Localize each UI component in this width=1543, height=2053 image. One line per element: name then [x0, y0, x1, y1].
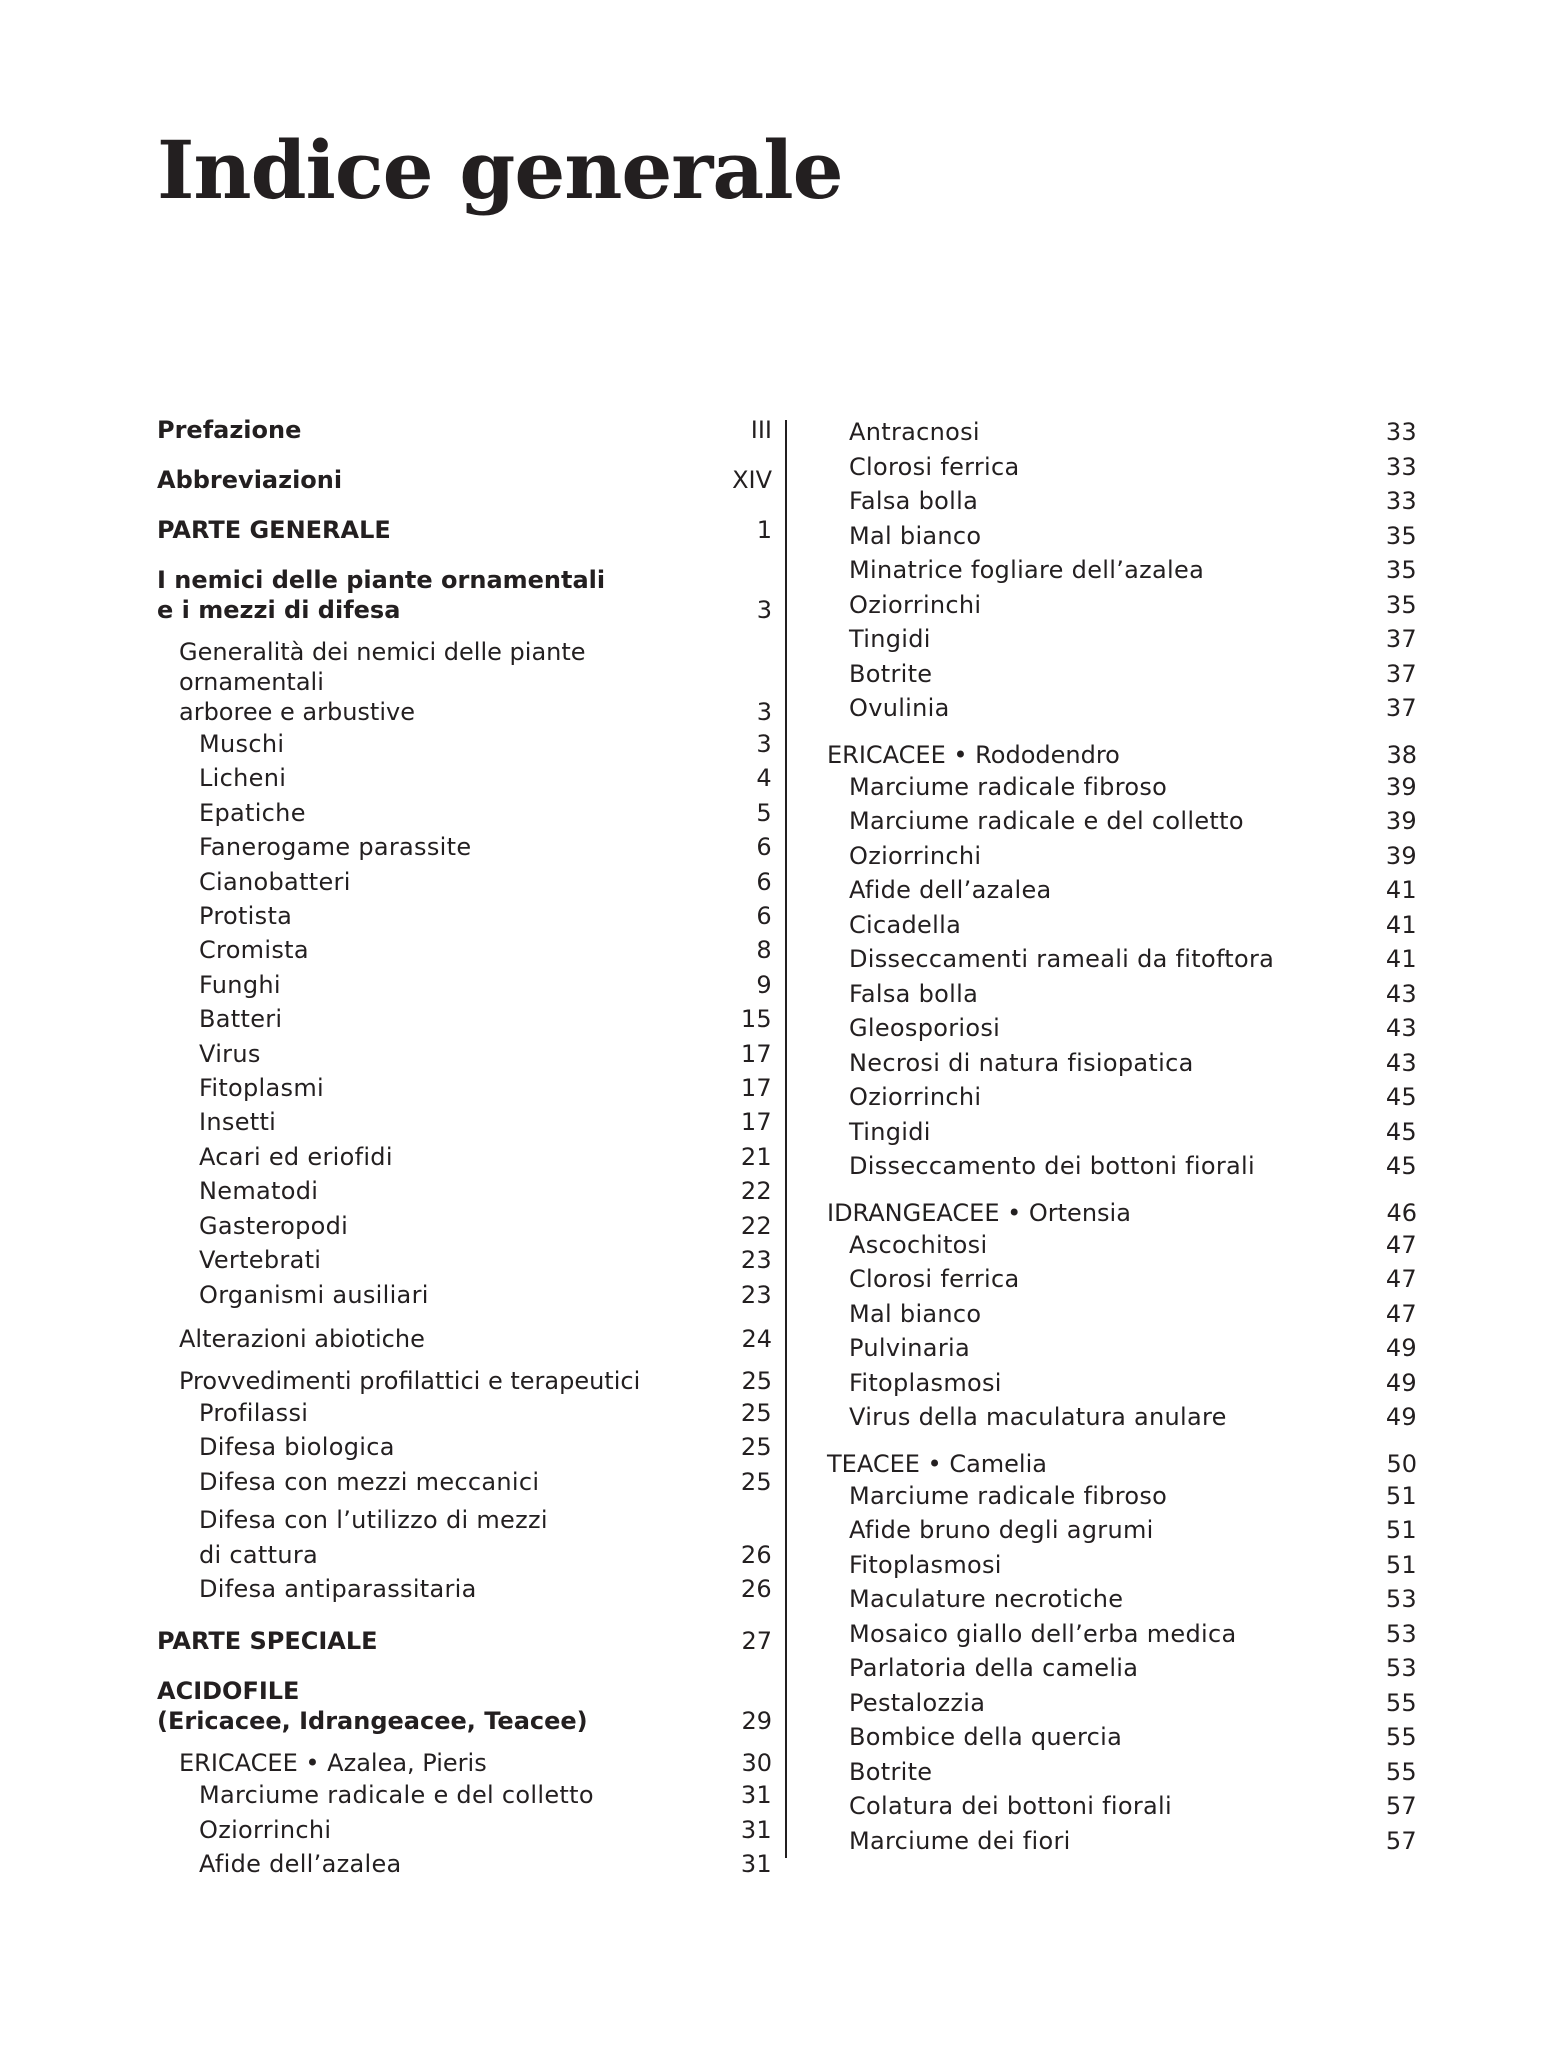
toc-entry-title: Generalità dei nemici delle piante ornamentali arboree e arbustive — [179, 638, 586, 726]
toc-entry — [827, 1080, 1417, 1115]
toc-entry — [827, 1228, 1417, 1263]
toc-entry-page: 6 — [756, 833, 772, 862]
toc-entry-page: 23 — [740, 1246, 772, 1275]
toc-entry-page: 35 — [1385, 556, 1417, 584]
toc-entry-page: 37 — [1385, 659, 1417, 688]
toc-entry-page: 5 — [756, 798, 772, 827]
toc-entry-title: Minatrice fogliare dell’azalea — [849, 556, 1205, 584]
toc-entry — [157, 1209, 772, 1243]
toc-entry-page: 17 — [740, 1108, 772, 1137]
toc-entry-page: 53 — [1385, 1619, 1417, 1648]
toc-entry — [157, 1071, 772, 1105]
toc-entry — [157, 1748, 772, 1778]
toc-entry — [827, 622, 1417, 657]
toc-entry-page: 53 — [1385, 1654, 1417, 1682]
toc-entry-title: Organismi ausiliari — [199, 1280, 429, 1309]
toc-right-column — [827, 415, 1417, 1858]
toc-entry — [157, 1430, 772, 1464]
toc-entry-title: Ovulinia — [849, 694, 950, 722]
toc-entry-page: 39 — [1385, 841, 1417, 870]
toc-entry-title: Botrite — [849, 1757, 933, 1786]
toc-entry-page: 35 — [1385, 521, 1417, 550]
toc-entry — [157, 899, 772, 933]
toc-entry — [827, 1582, 1417, 1617]
toc-entry-page: 57 — [1385, 1792, 1417, 1820]
toc-entry-page: 15 — [740, 1005, 772, 1034]
toc-entry-page: 35 — [1385, 590, 1417, 619]
toc-entry — [157, 1396, 772, 1430]
toc-entry — [157, 968, 772, 1002]
toc-entry — [157, 1499, 772, 1572]
toc-entry-title: Mal bianco — [849, 521, 982, 550]
toc-entry-page: 21 — [740, 1142, 772, 1171]
toc-entry — [827, 740, 1417, 770]
toc-entry-page: 30 — [741, 1749, 772, 1778]
toc-entry-title: Oziorrinchi — [199, 1815, 332, 1844]
toc-entry — [827, 1651, 1417, 1686]
toc-entry-page: 39 — [1385, 807, 1417, 835]
toc-entry-title: ACIDOFILE (Ericacee, Idrangeacee, Teacee) — [157, 1677, 588, 1736]
toc-entry-page: 3 — [756, 698, 772, 726]
toc-entry-page: 1 — [756, 516, 772, 544]
toc-entry — [827, 553, 1417, 588]
toc-entry-page: 9 — [756, 970, 772, 999]
toc-entry-page: 43 — [1385, 1048, 1417, 1077]
toc-entry-title: Oziorrinchi — [849, 841, 982, 870]
toc-entry-page: 25 — [741, 1366, 772, 1395]
toc-entry-title: Nematodi — [199, 1177, 319, 1206]
toc-entry — [827, 908, 1417, 943]
toc-entry-title: Acari ed eriofidi — [199, 1142, 393, 1171]
toc-entry — [827, 1686, 1417, 1721]
toc-entry — [157, 515, 772, 545]
toc-entry-title: Oziorrinchi — [849, 590, 982, 619]
toc-entry-title: Virus della maculatura anulare — [849, 1403, 1227, 1431]
toc-entry-page: 4 — [756, 764, 772, 793]
toc-entry — [827, 1824, 1417, 1859]
toc-entry-title: Alterazioni abiotiche — [179, 1324, 425, 1353]
toc-entry-title: Marciume radicale e del colletto — [849, 807, 1244, 835]
toc-entry-page: 49 — [1385, 1368, 1417, 1397]
toc-entry — [157, 796, 772, 830]
toc-entry — [157, 1626, 772, 1656]
toc-entry-title: Licheni — [199, 764, 287, 793]
toc-entry — [157, 761, 772, 795]
toc-entry — [827, 1755, 1417, 1790]
toc-entry-title: Abbreviazioni — [157, 466, 343, 494]
toc-entry — [827, 1400, 1417, 1435]
toc-entry-title: Pestalozzia — [849, 1688, 986, 1717]
toc-entry — [157, 1174, 772, 1208]
toc-entry-title: Difesa biologica — [199, 1433, 395, 1462]
toc-entry — [157, 415, 772, 445]
toc-entry — [827, 1198, 1417, 1228]
toc-entry-title: PARTE GENERALE — [157, 516, 391, 544]
toc-entry-page: 26 — [740, 1574, 772, 1603]
toc-entry-title: Afide dell’azalea — [849, 876, 1052, 904]
toc-entry — [157, 1465, 772, 1499]
toc-entry-title: Afide dell’azalea — [199, 1850, 402, 1879]
toc-entry-page: 3 — [756, 596, 772, 624]
toc-entry-title: ERICACEE • Rododendro — [827, 740, 1120, 769]
toc-entry-title: Antracnosi — [849, 418, 980, 446]
toc-entry-page: 47 — [1385, 1299, 1417, 1328]
toc-entry-page: 43 — [1385, 1014, 1417, 1042]
toc-entry-page: 17 — [740, 1039, 772, 1068]
toc-entry — [827, 1548, 1417, 1583]
toc-entry-title: Difesa con mezzi meccanici — [199, 1467, 540, 1496]
toc-entry — [157, 1847, 772, 1881]
toc-entry-page: 47 — [1385, 1230, 1417, 1259]
toc-entry-title: Marciume radicale e del colletto — [199, 1781, 594, 1810]
toc-entry-page: 26 — [740, 1540, 772, 1569]
toc-left-column — [157, 415, 772, 1882]
toc-entry-title: Botrite — [849, 659, 933, 688]
toc-entry — [157, 1813, 772, 1847]
toc-entry-title: Falsa bolla — [849, 979, 979, 1008]
toc-entry — [157, 933, 772, 967]
toc-entry-title: Colatura dei bottoni fiorali — [849, 1792, 1172, 1820]
toc-entry-title: Parlatoria della camelia — [849, 1654, 1139, 1682]
toc-entry — [157, 1105, 772, 1139]
toc-entry — [827, 1115, 1417, 1150]
toc-entry-page: 46 — [1386, 1198, 1417, 1227]
column-divider — [785, 420, 787, 1858]
toc-entry-title: Pulvinaria — [849, 1334, 970, 1362]
toc-entry-title: Mosaico giallo dell’erba medica — [849, 1619, 1237, 1648]
toc-entry-title: Muschi — [199, 730, 285, 758]
toc-entry-page: 33 — [1385, 487, 1417, 515]
toc-entry-page: 38 — [1386, 740, 1417, 769]
toc-entry — [157, 565, 772, 625]
toc-entry-page: 31 — [740, 1781, 772, 1810]
toc-entry-title: Profilassi — [199, 1398, 309, 1427]
toc-entry-title: Gleosporiosi — [849, 1014, 1001, 1042]
toc-entry-title: Cicadella — [849, 910, 962, 939]
toc-entry-title: Gasteropodi — [199, 1211, 349, 1240]
toc-entry-page: 51 — [1385, 1550, 1417, 1579]
toc-entry-page: 31 — [740, 1815, 772, 1844]
toc-entry — [157, 1676, 772, 1736]
toc-entry — [827, 1262, 1417, 1297]
toc-entry-title: Marciume radicale fibroso — [849, 1481, 1168, 1510]
toc-entry — [827, 770, 1417, 805]
toc-entry-title: Maculature necrotiche — [849, 1585, 1124, 1613]
toc-entry-page: 45 — [1385, 1117, 1417, 1146]
toc-entry-title: PARTE SPECIALE — [157, 1627, 378, 1656]
toc-entry-page: 17 — [740, 1074, 772, 1103]
toc-entry — [827, 450, 1417, 485]
toc-entry-title: Vertebrati — [199, 1246, 322, 1275]
toc-entry-page: 25 — [740, 1467, 772, 1496]
toc-entry — [157, 1278, 772, 1312]
toc-entry-title: Prefazione — [157, 416, 302, 444]
toc-entry-page: 45 — [1385, 1152, 1417, 1180]
toc-entry-title: Ascochitosi — [849, 1230, 988, 1259]
toc-entry-title: Protista — [199, 902, 293, 931]
toc-entry — [827, 1479, 1417, 1514]
toc-entry — [157, 1002, 772, 1036]
toc-entry — [827, 1789, 1417, 1824]
toc-entry-page: 53 — [1385, 1585, 1417, 1613]
toc-entry-page: 25 — [740, 1398, 772, 1427]
toc-entry-page: 49 — [1385, 1334, 1417, 1362]
toc-entry-title: Fitoplasmi — [199, 1074, 324, 1103]
toc-entry-title: Marciume dei fiori — [849, 1826, 1071, 1855]
toc-entry — [827, 484, 1417, 519]
toc-entry-page: 23 — [740, 1280, 772, 1309]
toc-entry — [157, 465, 772, 495]
toc-entry-page: 51 — [1385, 1516, 1417, 1544]
toc-entry-title: Insetti — [199, 1108, 277, 1137]
toc-entry-page: 41 — [1385, 945, 1417, 973]
toc-entry — [827, 588, 1417, 623]
toc-entry-title: Difesa con l’utilizzo di mezzi di cattura — [199, 1506, 548, 1569]
toc-entry-page: 37 — [1385, 625, 1417, 653]
toc-entry-title: Afide bruno degli agrumi — [849, 1516, 1154, 1544]
toc-entry-page: 55 — [1385, 1723, 1417, 1751]
toc-entry-page: 41 — [1385, 876, 1417, 904]
toc-entry-page: III — [750, 416, 772, 444]
toc-entry-title: Provvedimenti profilattici e terapeutici — [179, 1366, 641, 1395]
toc-entry-page: 41 — [1385, 910, 1417, 939]
toc-entry-title: Virus — [199, 1039, 261, 1068]
toc-entry-title: Clorosi ferrica — [849, 452, 1020, 481]
toc-entry-title: Falsa bolla — [849, 487, 979, 515]
toc-entry-page: 22 — [740, 1211, 772, 1240]
toc-entry-title: Fitoplasmosi — [849, 1368, 1002, 1397]
toc-entry — [157, 1243, 772, 1277]
toc-entry-title: Cianobatteri — [199, 867, 351, 896]
toc-entry — [827, 1046, 1417, 1081]
toc-entry — [827, 1449, 1417, 1479]
toc-entry — [157, 865, 772, 899]
toc-entry — [157, 1778, 772, 1812]
toc-entry-title: I nemici delle piante ornamentali e i mezzi di difesa — [157, 566, 606, 624]
toc-entry-page: 6 — [756, 867, 772, 896]
toc-entry-title: Marciume radicale fibroso — [849, 772, 1168, 801]
toc-entry — [157, 1572, 772, 1606]
toc-entry-title: Disseccamento dei bottoni fiorali — [849, 1152, 1255, 1180]
toc-entry-title: Tingidi — [849, 1117, 931, 1146]
toc-entry-title: Batteri — [199, 1005, 283, 1034]
toc-entry-page: XIV — [732, 466, 772, 494]
toc-entry-page: 25 — [740, 1433, 772, 1462]
toc-entry-page: 49 — [1385, 1403, 1417, 1431]
toc-entry-page: 47 — [1385, 1265, 1417, 1293]
toc-entry-title: Oziorrinchi — [849, 1083, 982, 1111]
toc-entry — [827, 942, 1417, 977]
toc-entry-page: 39 — [1385, 772, 1417, 801]
toc-entry-page: 55 — [1385, 1688, 1417, 1717]
toc-entry-page: 37 — [1385, 694, 1417, 722]
toc-entry — [827, 691, 1417, 726]
toc-entry-title: Tingidi — [849, 625, 931, 653]
toc-entry — [827, 1011, 1417, 1046]
toc-entry-title: IDRANGEACEE • Ortensia — [827, 1198, 1131, 1227]
toc-entry-page: 29 — [741, 1707, 772, 1736]
toc-entry — [827, 1331, 1417, 1366]
toc-entry — [827, 1720, 1417, 1755]
toc-entry — [827, 657, 1417, 692]
toc-entry — [157, 830, 772, 864]
toc-entry-title: Bombice della quercia — [849, 1723, 1123, 1751]
toc-entry — [827, 1366, 1417, 1401]
toc-entry-page: 51 — [1385, 1481, 1417, 1510]
toc-entry — [827, 415, 1417, 450]
toc-entry-page: 27 — [741, 1627, 772, 1656]
toc-entry — [827, 519, 1417, 554]
toc-entry — [157, 1324, 772, 1354]
toc-entry — [827, 839, 1417, 874]
toc-entry-page: 43 — [1385, 979, 1417, 1008]
toc-entry — [157, 727, 772, 761]
toc-entry — [827, 804, 1417, 839]
toc-entry — [827, 1297, 1417, 1332]
toc-entry-title: TEACEE • Camelia — [827, 1449, 1047, 1478]
toc-entry — [827, 873, 1417, 908]
toc-entry — [157, 1037, 772, 1071]
toc-entry-title: Fanerogame parassite — [199, 833, 472, 862]
toc-entry-title: Cromista — [199, 936, 309, 965]
toc-entry — [827, 977, 1417, 1012]
toc-entry — [827, 1513, 1417, 1548]
toc-entry-title: Fitoplasmosi — [849, 1550, 1002, 1579]
toc-entry-page: 6 — [756, 902, 772, 931]
toc-entry-page: 55 — [1385, 1757, 1417, 1786]
toc-entry-page: 8 — [756, 936, 772, 965]
toc-entry-title: Difesa antiparassitaria — [199, 1574, 477, 1603]
toc-entry-page: 31 — [740, 1850, 772, 1879]
toc-entry-title: Clorosi ferrica — [849, 1265, 1020, 1293]
page-title: Indice generale — [157, 123, 843, 217]
toc-entry-page: 33 — [1385, 452, 1417, 481]
toc-entry — [157, 637, 772, 727]
toc-entry-title: ERICACEE • Azalea, Pieris — [179, 1749, 487, 1778]
toc-entry-page: 3 — [756, 730, 772, 758]
toc-entry-page: 33 — [1385, 418, 1417, 446]
toc-entry-title: Disseccamenti rameali da fitoftora — [849, 945, 1275, 973]
toc-entry-page: 57 — [1385, 1826, 1417, 1855]
toc-entry-page: 22 — [740, 1177, 772, 1206]
toc-entry-title: Funghi — [199, 970, 281, 999]
toc-entry-title: Mal bianco — [849, 1299, 982, 1328]
toc-entry-title: Epatiche — [199, 798, 306, 827]
toc-entry — [157, 1366, 772, 1396]
toc-entry-page: 45 — [1385, 1083, 1417, 1111]
toc-entry-title: Necrosi di natura fisiopatica — [849, 1048, 1194, 1077]
toc-entry — [157, 1140, 772, 1174]
toc-entry-page: 50 — [1386, 1449, 1417, 1478]
toc-entry-page: 24 — [741, 1324, 772, 1353]
toc-entry — [827, 1149, 1417, 1184]
toc-entry — [827, 1617, 1417, 1652]
